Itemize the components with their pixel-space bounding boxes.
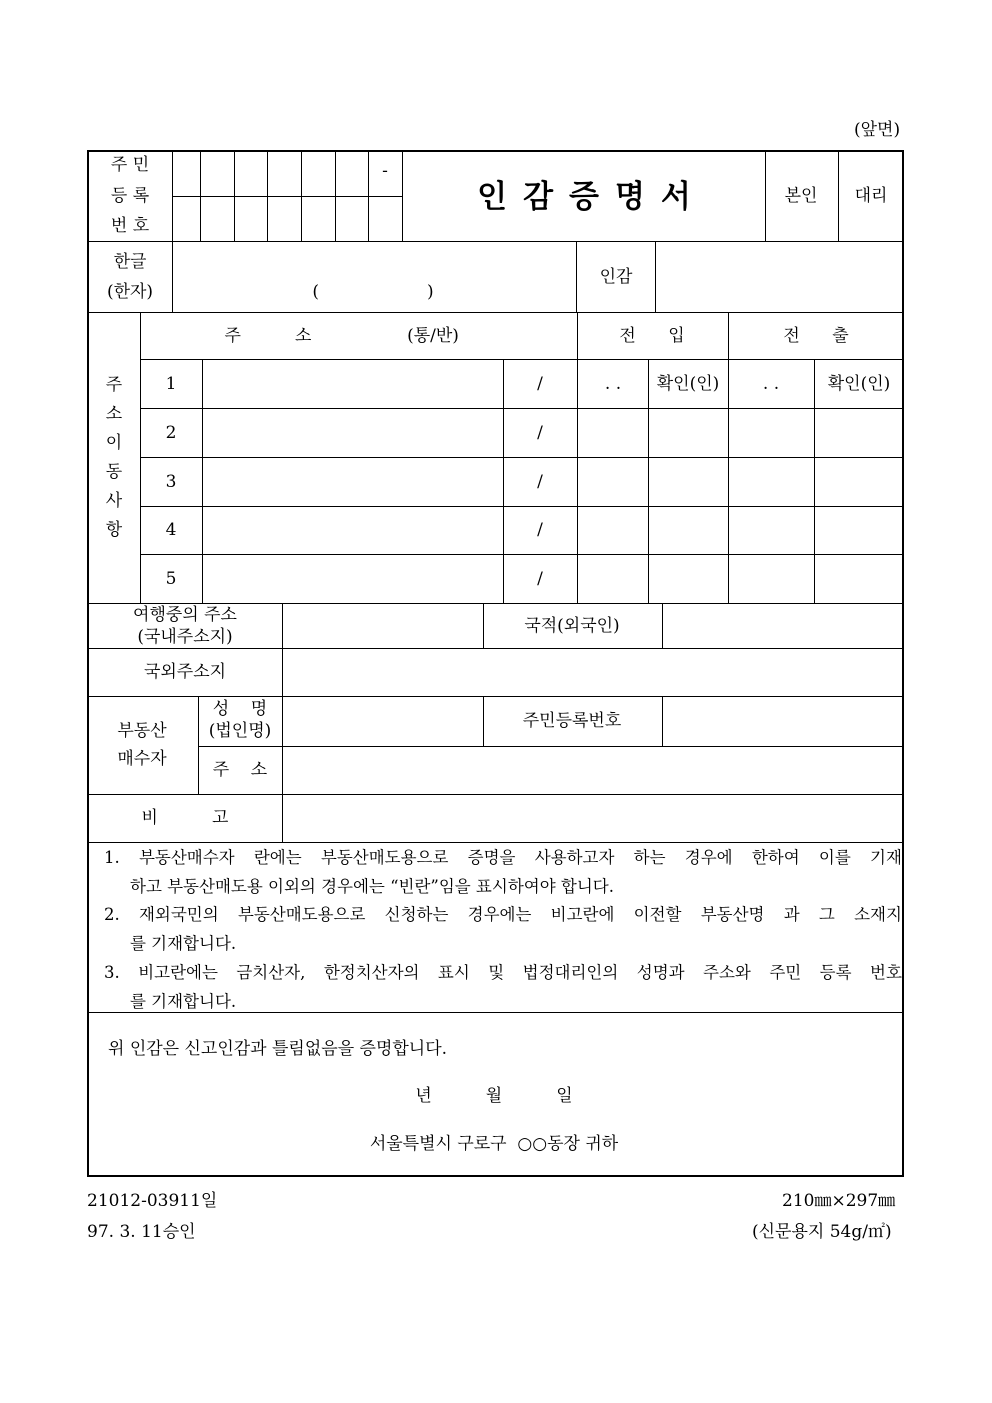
rule [648, 359, 649, 603]
note-word: 비고란에 [550, 905, 615, 924]
rule [402, 150, 403, 241]
rule [140, 312, 141, 603]
remarks-label: 비 고 [141, 808, 229, 828]
note-word: 란에는 [253, 848, 302, 867]
rule [655, 241, 656, 312]
rule [368, 150, 369, 241]
rule [662, 603, 663, 648]
note-word: 부동산매수자 [138, 848, 235, 867]
address-side-label-6: 항 [105, 520, 123, 540]
buyer-rrn-label: 주민등록번호 [522, 711, 622, 731]
rule [765, 150, 766, 241]
rule [234, 150, 235, 241]
paper-size: 210㎜×297㎜ [782, 1191, 896, 1211]
rule [483, 603, 484, 648]
rule [577, 312, 578, 603]
note-line: 를 기재합니다. [130, 992, 237, 1011]
certification-statement: 위 인감은 신고인감과 틀림없음을 증명합니다. [108, 1039, 448, 1059]
address-row-number: 5 [165, 569, 177, 589]
note-word: 재외국민의 [138, 905, 219, 924]
note-word: 신청하는 [384, 905, 449, 924]
buyer-label-line1: 부동산 [117, 721, 167, 741]
self-label: 본인 [784, 186, 818, 206]
buyer-corp-name-label: (법인명) [208, 721, 272, 741]
tongban-column-header: (통/반) [407, 326, 459, 346]
rule [198, 746, 904, 747]
note-word: 이전할 [633, 905, 682, 924]
rule [838, 150, 839, 241]
note-word: 경우에 [684, 848, 733, 867]
note-word: 금치산자, [236, 963, 306, 982]
rule [172, 150, 173, 241]
proxy-label: 대리 [854, 186, 888, 206]
issuer-line: 서울특별시 구로구 ○○동장 귀하 [369, 1134, 619, 1154]
note-number: 2. [104, 905, 120, 924]
rrn-label-line3: 번 호 [110, 216, 150, 236]
name-hanja-label: (한자) [106, 282, 154, 302]
note-word: 부동산매도용으로 [237, 905, 366, 924]
note-word: 과 [783, 905, 800, 924]
moveout-confirm: 확인(인) [827, 374, 891, 394]
note-word: 증명을 [467, 848, 516, 867]
note-word: 및 [488, 963, 505, 982]
note-line [104, 900, 902, 929]
address-row-slash: / [537, 472, 543, 492]
nationality-label: 국적(외국인) [524, 616, 620, 636]
moveout-column-header: 전 출 [783, 326, 849, 346]
movein-confirm: 확인(인) [656, 374, 720, 394]
note-word: 법정대리인의 [522, 963, 619, 982]
rule [140, 408, 904, 409]
rule [87, 794, 904, 795]
address-row-slash: / [537, 423, 543, 443]
address-side-label-5: 사 [105, 491, 123, 511]
address-row-number: 1 [165, 374, 177, 394]
rrn-label-line2: 등 록 [110, 186, 150, 206]
issue-date-line: 년 월 일 [415, 1086, 573, 1106]
note-word: 그 [818, 905, 835, 924]
rule [662, 696, 663, 746]
travel-address-sublabel: (국내주소지) [137, 627, 233, 647]
note-word: 한정치산자의 [323, 963, 420, 982]
note-word: 표시 [437, 963, 470, 982]
note-word: 이를 [818, 848, 851, 867]
instruction-note-2 [104, 900, 902, 958]
rrn-label-line1: 주 민 [110, 155, 150, 175]
instruction-note-1 [104, 843, 902, 901]
note-line [104, 958, 902, 987]
note-word: 하는 [633, 848, 666, 867]
note-word: 소재지 [854, 905, 902, 924]
address-row-number: 4 [165, 520, 177, 540]
movein-date: . . [604, 374, 622, 394]
hanja-parenthesis: ( ) [312, 282, 434, 302]
note-word: 한하여 [751, 848, 800, 867]
travel-address-label: 여행중의 주소 [133, 605, 237, 625]
rule [172, 241, 173, 312]
address-side-label-2: 소 [105, 404, 123, 424]
note-word: 부동산매도용으로 [320, 848, 449, 867]
rule [140, 359, 904, 360]
note-word: 비고란에는 [138, 963, 218, 982]
address-row-slash: / [537, 374, 543, 394]
rule [87, 696, 904, 697]
address-column-header: 주 소 [224, 326, 312, 346]
rule [202, 359, 203, 603]
rule [576, 241, 577, 312]
note-word: 사용하고자 [534, 848, 615, 867]
rule [483, 696, 484, 746]
rule [87, 603, 904, 604]
rule [87, 241, 904, 242]
rule [87, 312, 904, 313]
address-side-label-3: 이 [105, 433, 123, 453]
note-line [104, 843, 902, 872]
rule [140, 506, 904, 507]
name-korean-label: 한글 [113, 252, 147, 272]
rule [814, 359, 815, 603]
note-word: 부동산명 [700, 905, 765, 924]
address-row-slash: / [537, 520, 543, 540]
rule [335, 150, 336, 241]
buyer-name-label: 성 명 [212, 699, 268, 719]
note-word: 번호 [870, 963, 902, 982]
movein-column-header: 전 입 [619, 326, 685, 346]
address-row-number: 3 [165, 472, 177, 492]
page-side-label: (앞면) [854, 120, 901, 140]
note-word: 경우에는 [467, 905, 532, 924]
address-row-number: 2 [165, 423, 177, 443]
rule [267, 150, 268, 241]
form-code: 21012-03911일 [87, 1191, 218, 1211]
rule [301, 150, 302, 241]
rule [200, 150, 201, 241]
note-number: 1. [104, 848, 120, 867]
note-word: 기재 [870, 848, 902, 867]
note-number: 3. [104, 963, 120, 982]
note-word: 등록 [819, 963, 852, 982]
buyer-address-label: 주 소 [212, 760, 268, 780]
rule [87, 648, 904, 649]
buyer-label-line2: 매수자 [117, 749, 167, 769]
seal-label: 인감 [599, 267, 633, 287]
rule [198, 696, 199, 794]
note-line: 하고 부동산매도용 이외의 경우에는 “빈란”임을 표시하여야 합니다. [130, 877, 614, 896]
note-word: 성명과 [636, 963, 685, 982]
instruction-note-3 [104, 958, 902, 1016]
document-title: 인감증명서 [477, 179, 707, 215]
rule [140, 457, 904, 458]
rule [282, 603, 283, 842]
rule [503, 359, 504, 603]
note-line: 를 기재합니다. [130, 934, 237, 953]
note-word: 주민 [769, 963, 802, 982]
address-side-label-1: 주 [105, 375, 123, 395]
rrn-dash: - [382, 161, 388, 181]
address-row-slash: / [537, 569, 543, 589]
rule [728, 312, 729, 603]
rule [140, 554, 904, 555]
overseas-address-label: 국외주소지 [143, 662, 227, 682]
note-word: 주소와 [703, 963, 751, 982]
approval-date: 97. 3. 11승인 [87, 1222, 196, 1242]
paper-type: (신문용지 54g/㎡) [752, 1222, 892, 1242]
address-side-label-4: 동 [105, 462, 123, 482]
moveout-date: . . [762, 374, 780, 394]
